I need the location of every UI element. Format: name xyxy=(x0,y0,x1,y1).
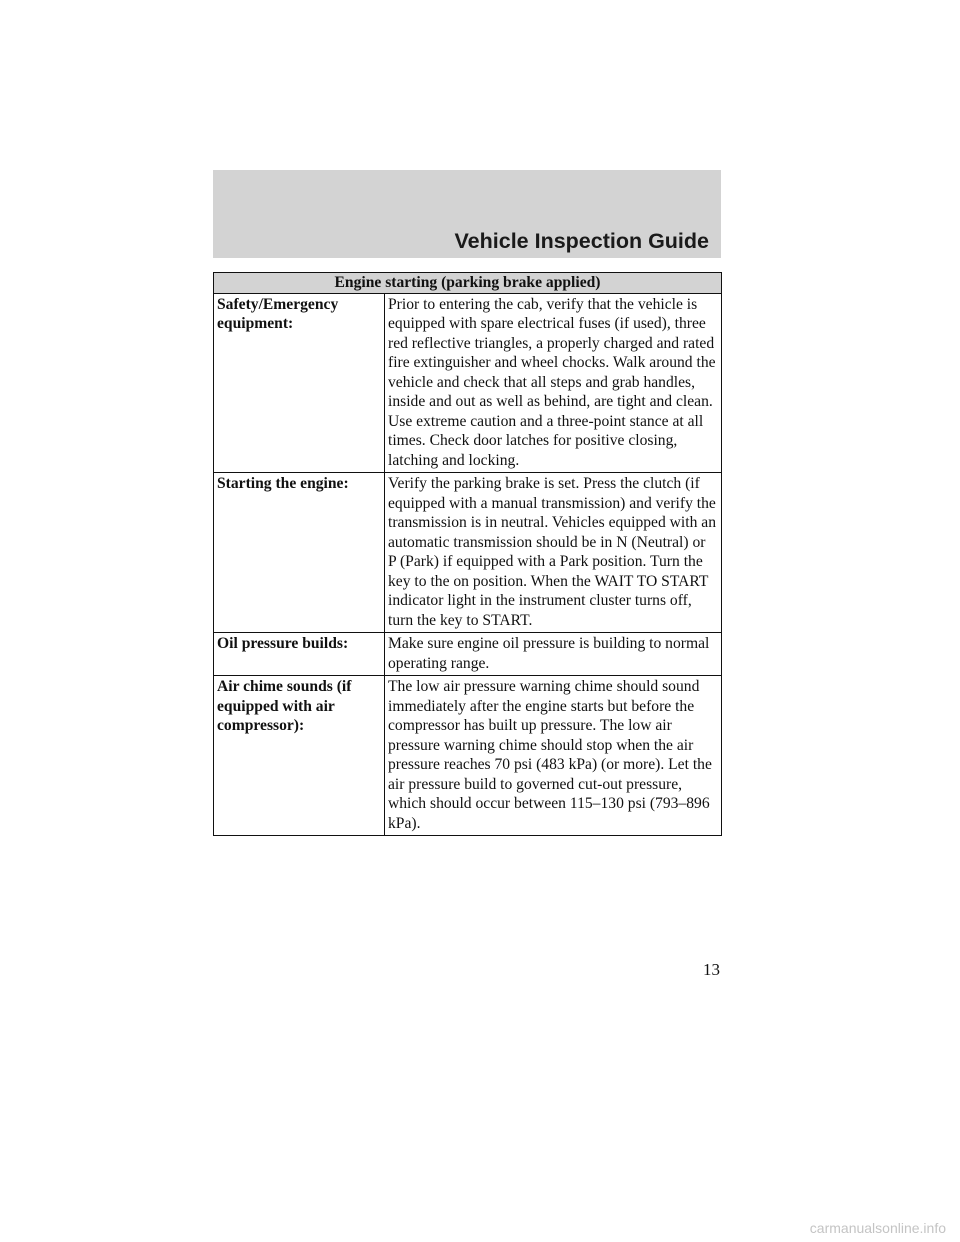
table-row xyxy=(214,473,722,633)
row-description: Verify the parking brake is set. Press the clutch (if equipped with a manual transmission) and verify the transmission is in neutral. Vehicles equipped with an automatic transmission should be in N (Neutral) or P (Park) if equipped with a Park position. Turn the key to the on position. When the WAIT TO START indicator light in the instrument cluster turns off, turn the key to START. xyxy=(385,473,722,633)
section-title: Vehicle Inspection Guide xyxy=(454,229,709,253)
engine-starting-table xyxy=(213,272,722,836)
watermark-text: carmanualsonline.info xyxy=(809,1220,946,1236)
row-label: Air chime sounds (if equipped with air compressor): xyxy=(214,676,385,836)
table-row xyxy=(214,633,722,676)
row-label: Oil pressure builds: xyxy=(214,633,385,676)
table-caption: Engine starting (parking brake applied) xyxy=(214,273,722,294)
row-label: Safety/Emergency equipment: xyxy=(214,293,385,473)
row-description: Make sure engine oil pressure is building to normal operating range. xyxy=(385,633,722,676)
row-description: The low air pressure warning chime should sound immediately after the engine starts but before the compressor has built up pressure. The low air pressure warning chime should stop when the air pressure reaches 70 psi (483 kPa) (or more). Let the air pressure build to governed cut-out pressure, which should occur between 115–130 psi (793–896 kPa). xyxy=(385,676,722,836)
row-description: Prior to entering the cab, verify that the vehicle is equipped with spare electrical fuses (if used), three red reflective triangles, a properly charged and rated fire extinguisher and wheel chocks. Walk around the vehicle and check that all steps and grab handles, inside and out as well as behind, are tight and clean. Use extreme caution and a three-point stance at all times. Check door latches for positive closing, latching and locking. xyxy=(385,293,722,473)
table-row xyxy=(214,676,722,836)
row-label: Starting the engine: xyxy=(214,473,385,633)
table-caption-row xyxy=(214,273,722,294)
page-number: 13 xyxy=(703,960,720,979)
section-header-band xyxy=(213,170,721,258)
table-row xyxy=(214,293,722,473)
